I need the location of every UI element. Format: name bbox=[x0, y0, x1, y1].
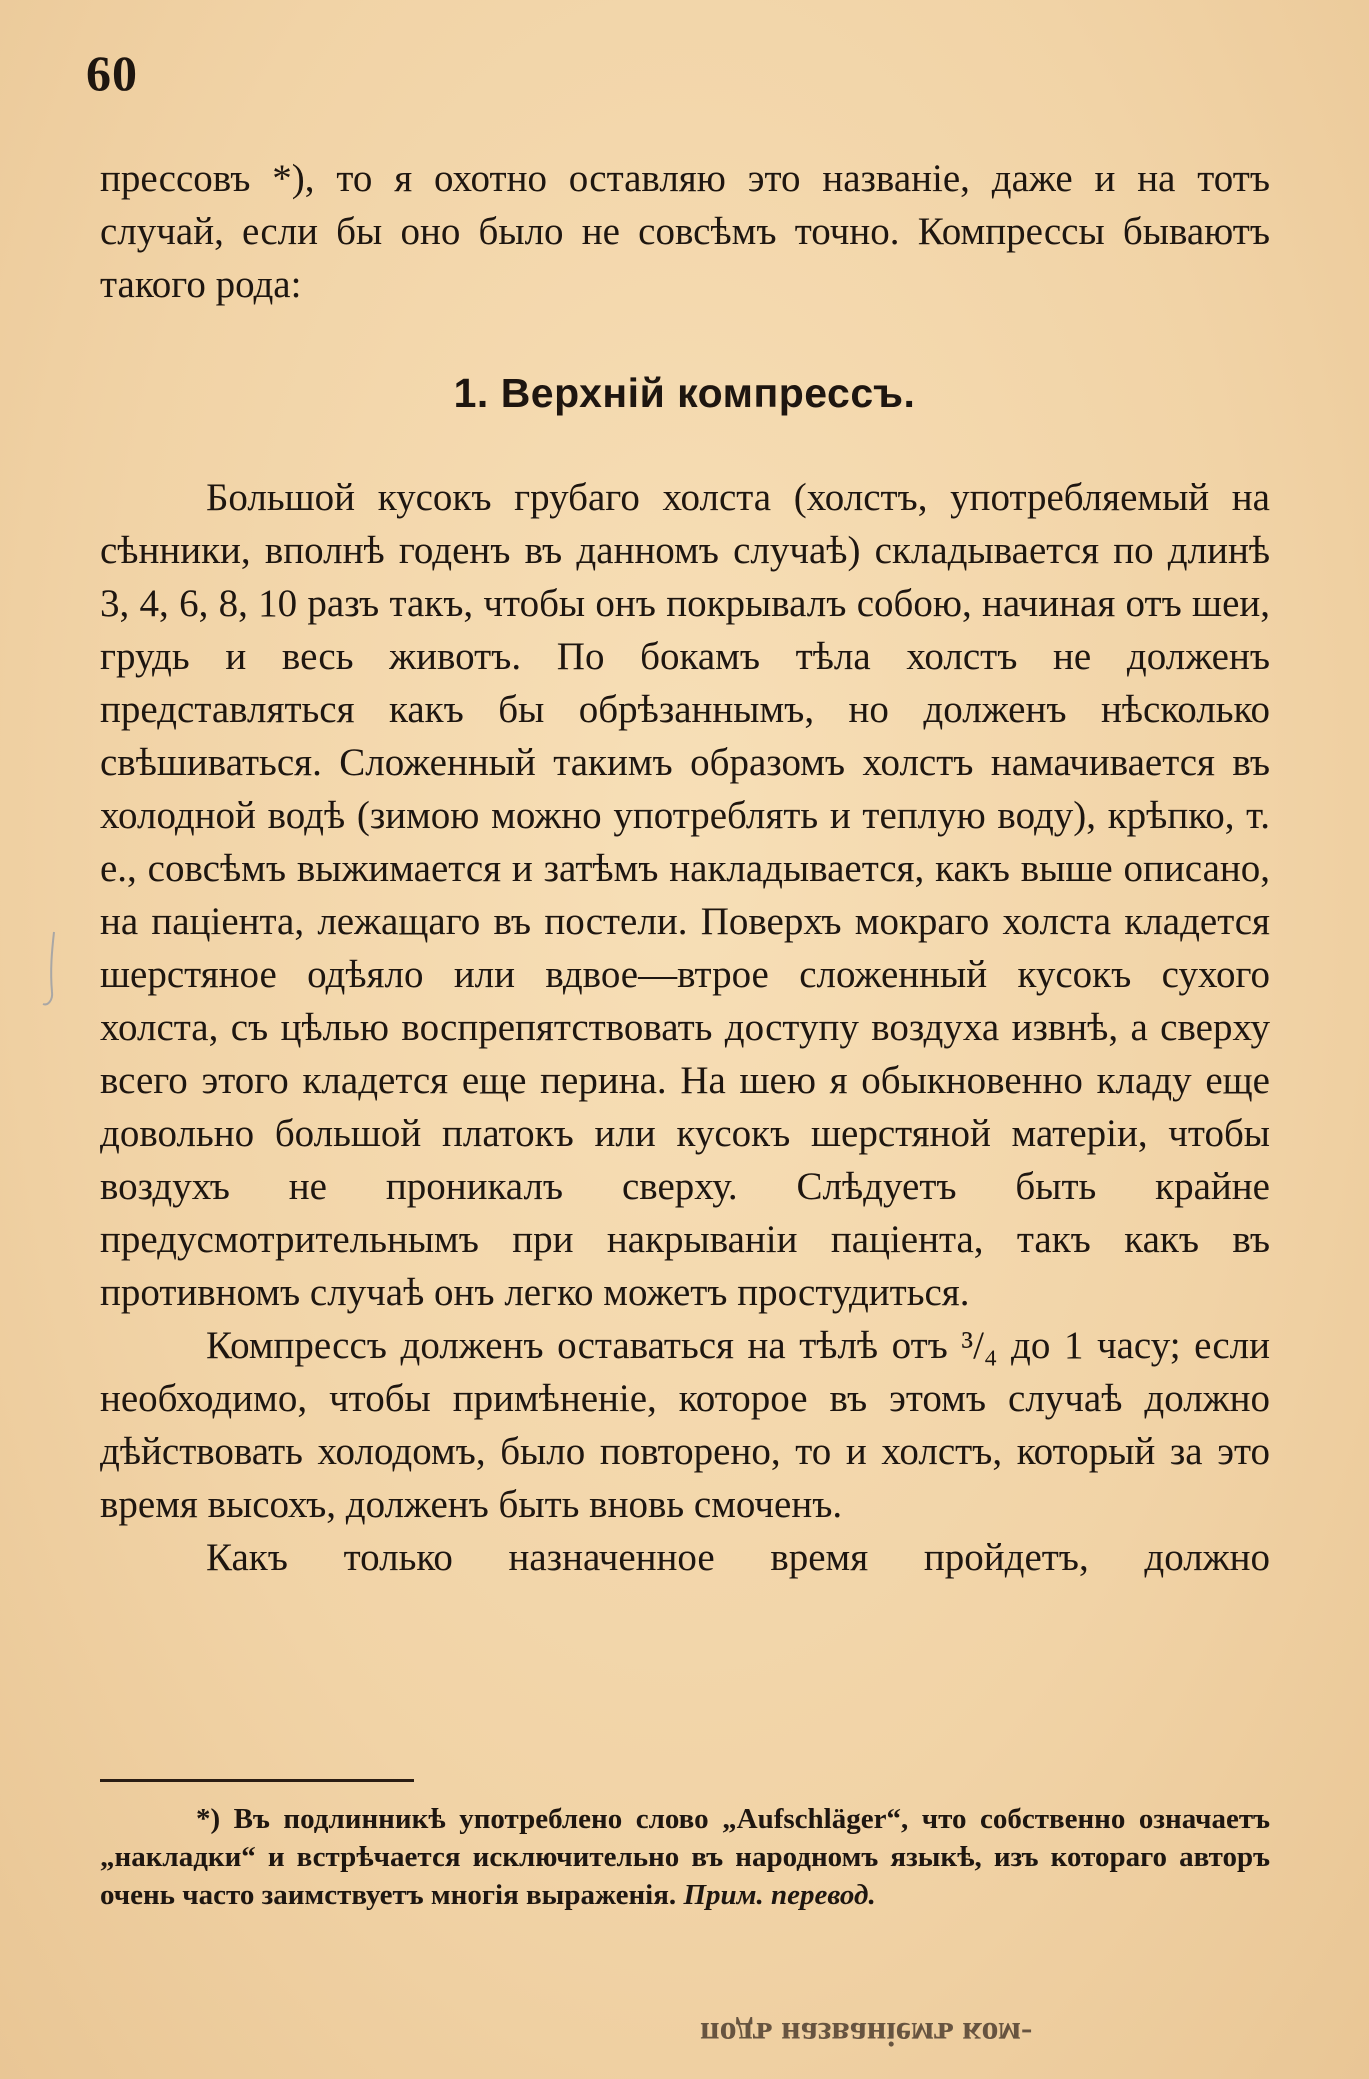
footnote-divider bbox=[100, 1779, 414, 1782]
paragraph-2: Компрессъ долженъ оставаться на тѣлѣ отъ ³/₄ до 1 часу; если необходимо, чтобы примѣненіе, которое въ этомъ случаѣ должно дѣйствовать холодомъ, было повторено, то и холстъ, который за это время высохъ, долженъ быть вновь смоченъ. bbox=[100, 1324, 1270, 1526]
pencil-mark-icon bbox=[40, 930, 64, 1010]
section-heading: 1. Верхній компрессъ. bbox=[453, 370, 916, 416]
bleed-through-text: подъ названіемъ ком- bbox=[700, 2015, 1033, 2052]
footnote-note: Прим. перевод. bbox=[683, 1879, 876, 1911]
paragraph-1: Большой кусокъ грубаго холста (холстъ, употребляемый на сѣнники, вполнѣ годенъ въ данномъ случаѣ) складывается по длинѣ 3, 4, 6, 8, 10 разъ такъ, чтобы онъ покрывалъ собою, начиная отъ шеи, грудь и весь животъ. По бокамъ тѣла холстъ не долженъ представляться какъ бы обрѣзаннымъ, но долженъ нѣсколько свѣшиваться. Сложенный такимъ образомъ холстъ намачивается въ холодной водѣ (зимою можно употреблять и теплую воду), крѣпко, т. е., совсѣмъ выжимается и затѣмъ накладывается, какъ выше описано, на паціента, лежащаго въ постели. Поверхъ мокраго холста кладется шерстяное одѣяло или вдвое—втрое сложенный кусокъ сухого холста, съ цѣлью воспрепятствовать доступу воздуха извнѣ, а сверху всего этого кладется еще перина. На шею я обыкновенно кладу еще довольно большой платокъ или кусокъ шерстяной матеріи, чтобы воздухъ не проникалъ сверху. Слѣдуетъ быть крайне предусмотрительнымъ при накрываніи паціента, такъ какъ въ противномъ случаѣ онъ легко можетъ простудиться. bbox=[100, 476, 1270, 1314]
footnote bbox=[100, 1800, 1270, 1914]
footnote-text: *) Въ подлинникѣ употреблено слово „Aufschläger“, что собственно означаетъ „накладки“ и встрѣчается исключительно въ народномъ языкѣ, изъ котораго авторъ очень часто заимствуетъ многія выраженія. bbox=[100, 1803, 1270, 1911]
main-text bbox=[100, 471, 1270, 1584]
intro-text: прессовъ *), то я охотно оставляю это названіе, даже и на тотъ случай, если бы оно было не совсѣмъ точно. Компрессы бываютъ такого рода: bbox=[100, 157, 1270, 306]
intro-paragraph bbox=[100, 152, 1270, 311]
paragraph-3: Какъ только назначенное время пройдетъ, должно bbox=[206, 1536, 1270, 1579]
page-number: 60 bbox=[86, 45, 138, 101]
